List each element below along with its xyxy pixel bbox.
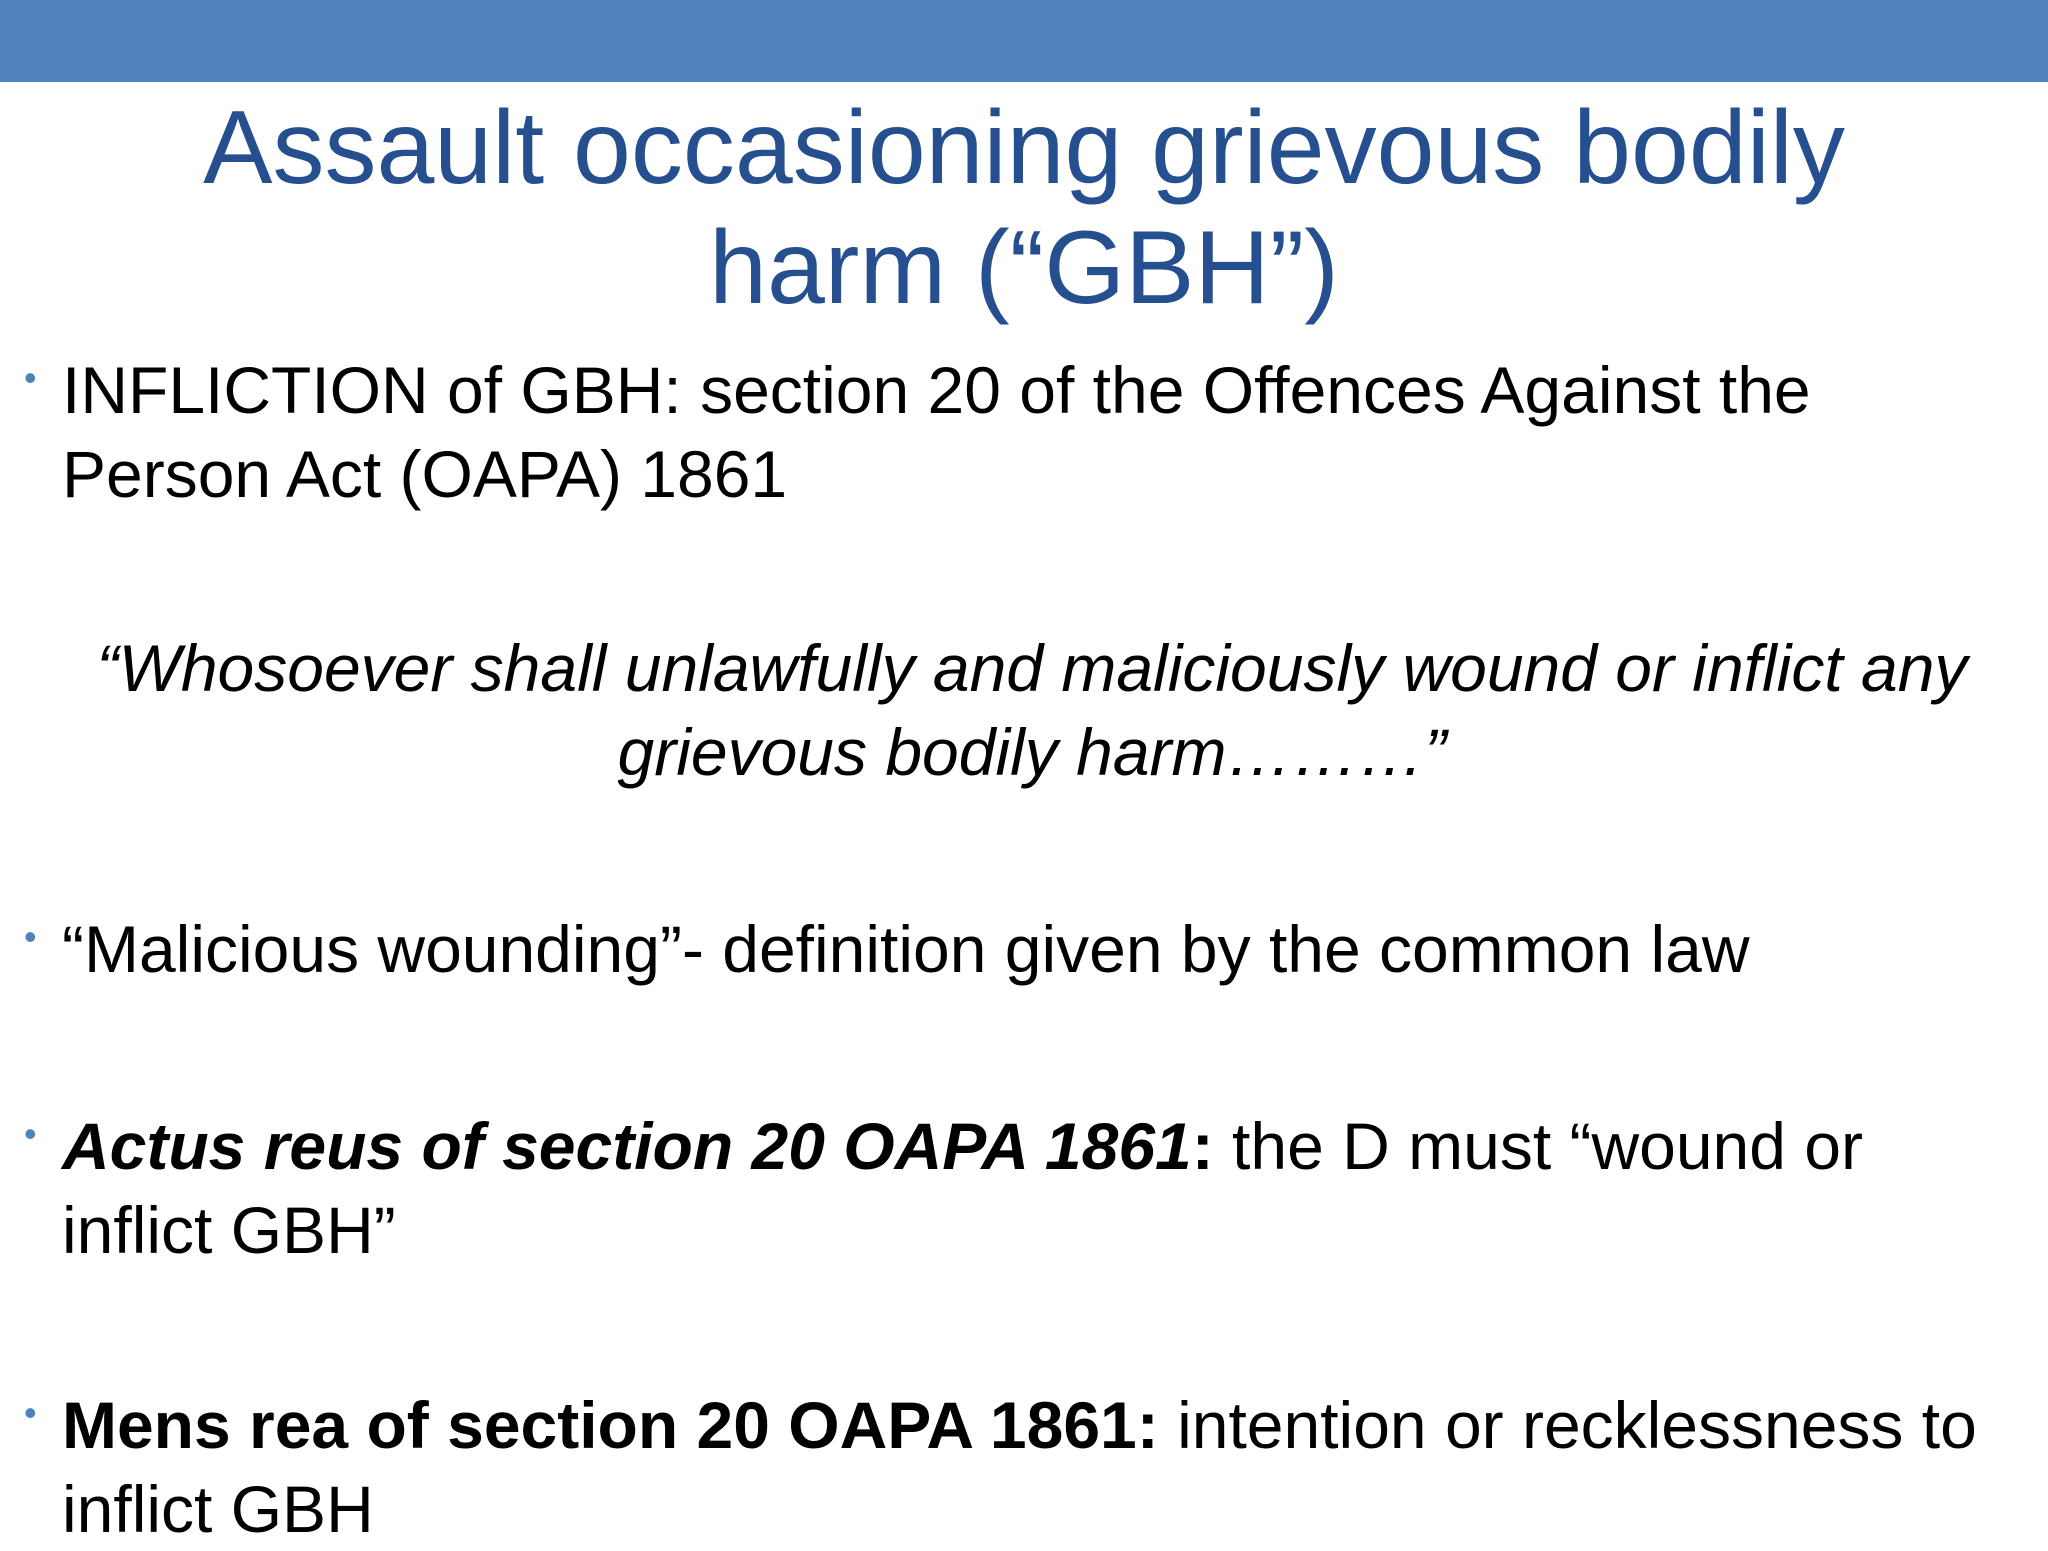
actus-reus-colon: : bbox=[1191, 1109, 1214, 1183]
bullet-dot-icon: • bbox=[24, 916, 37, 957]
bullet-dot-icon: • bbox=[24, 1113, 37, 1154]
bullet-dot-icon: • bbox=[24, 1392, 37, 1433]
bullet-text bbox=[62, 907, 2012, 991]
bullet-text bbox=[62, 348, 2012, 516]
header-bar bbox=[0, 0, 2048, 82]
bullet-body: INFLICTION of GBH: section 20 of the Offences Against the Person Act (OAPA) 1861 bbox=[62, 353, 1811, 511]
statute-quote-line-2: grievous bodily harm………” bbox=[617, 715, 1447, 789]
bullet-body: the D must “wound or inflict GBH” bbox=[62, 1109, 1863, 1267]
bullet-text bbox=[62, 1104, 2012, 1272]
statute-quote bbox=[62, 626, 2002, 794]
mens-rea-heading: Mens rea of section 20 OAPA 1861: bbox=[62, 1388, 1159, 1462]
bullet-text bbox=[62, 1383, 2012, 1551]
slide-title-line-2: harm (“GBH”) bbox=[709, 210, 1339, 326]
bullet-body: intention or recklessness to inflict GBH bbox=[62, 1388, 1977, 1546]
bullet-body: “Malicious wounding”- definition given by the common law bbox=[62, 912, 1750, 986]
statute-quote-line-1: “Whosoever shall unlawfully and maliciously wound or inflict any bbox=[96, 631, 1968, 705]
slide-title bbox=[0, 88, 2048, 328]
bullet-dot-icon: • bbox=[24, 357, 37, 398]
slide-title-line-1: Assault occasioning grievous bodily bbox=[203, 90, 1845, 206]
actus-reus-heading: Actus reus of section 20 OAPA 1861 bbox=[62, 1109, 1192, 1183]
